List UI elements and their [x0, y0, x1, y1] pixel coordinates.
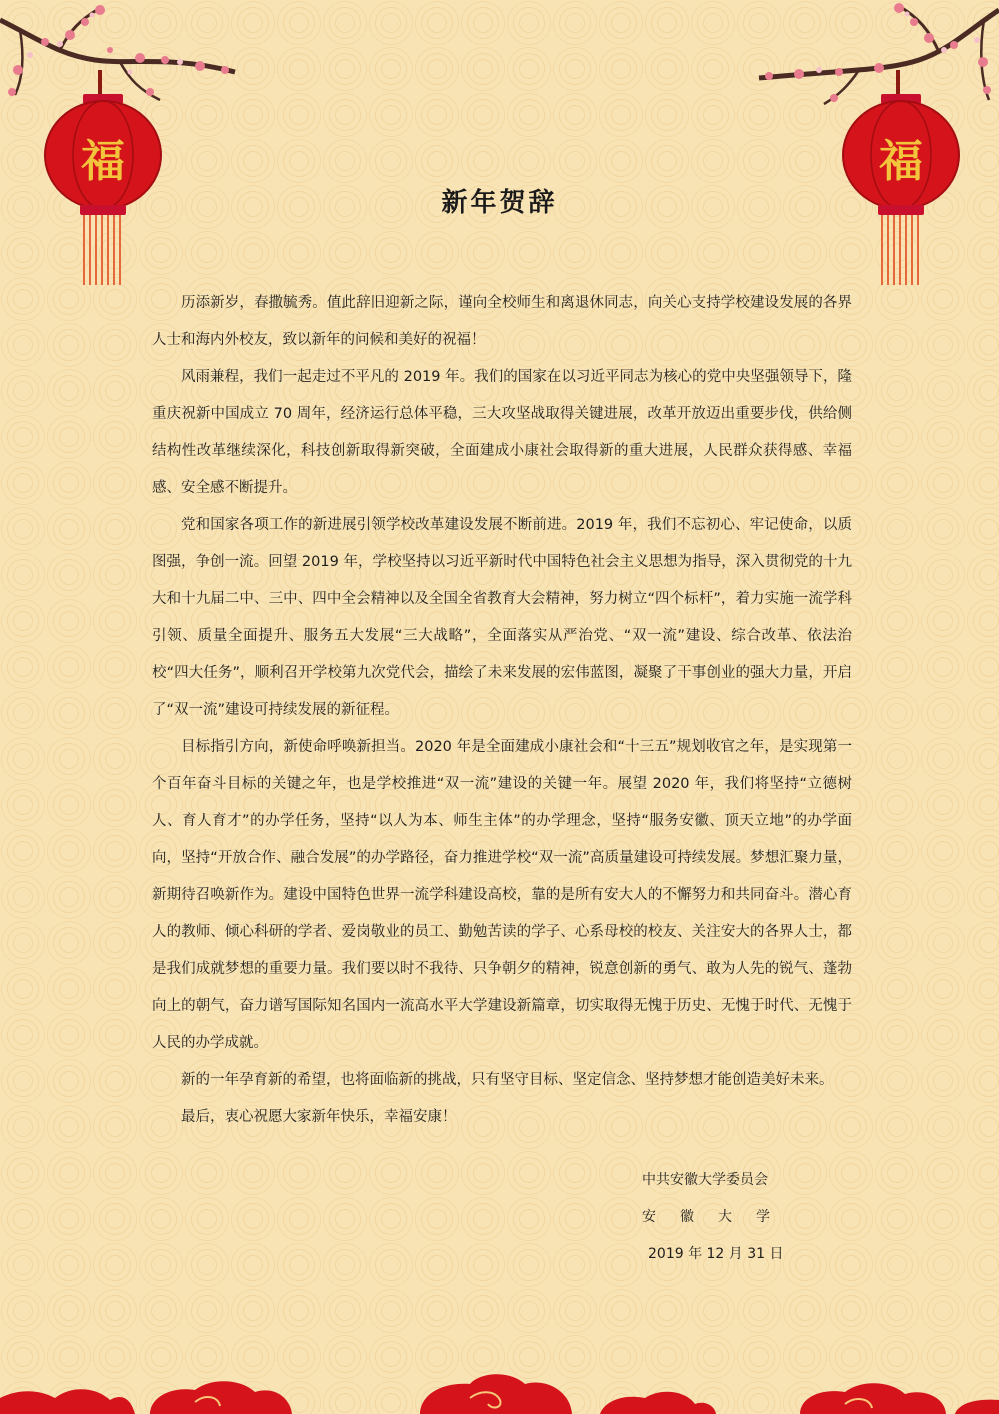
paragraph: 风雨兼程，我们一起走过不平凡的 2019 年。我们的国家在以习近平同志为核心的党中央坚强领导下，隆重庆祝新中国成立 70 周年，经济运行总体平稳，三大攻坚战取得关键进展，改革开放迈出重要步伐，供给侧结构性改革继续深化，科技创新取得新突破，全面建成小康社会取得新的重大进展，人民群众获得感、幸福感、安全感不断提升。: [152, 369, 852, 496]
paragraph: 最后，衷心祝愿大家新年快乐，幸福安康！: [181, 1109, 457, 1125]
lantern-fu-character: 福: [879, 136, 923, 187]
paragraph: 新的一年孕育新的希望，也将面临新的挑战，只有坚守目标、坚定信念、坚持梦想才能创造美好未来。: [181, 1072, 834, 1088]
paragraph: 党和国家各项工作的新进展引领学校改革建设发展不断前进。2019 年，我们不忘初心、牢记使命，以质图强，争创一流。回望 2019 年，学校坚持以习近平新时代中国特色社会主义思想为指导，深入贯彻党的十九大和十九届二中、三中、四中全会精神以及全国全省教育大会精神，努力树立“四个标杆”，着力实施一流学科引领、质量全面提升、服务五大发展“三大战略”，全面落实从严治党、“双一流”建设、综合改革、依法治校“四大任务”，顺利召开学校第九次党代会，描绘了未来发展的宏伟蓝图，凝聚了干事创业的强大力量，开启了“双一流”建设可持续发展的新征程。: [152, 517, 852, 718]
signature-block: [642, 1162, 802, 1273]
auspicious-cloud-border-icon: [0, 1368, 999, 1414]
signature-org: 中共安徽大学委员会: [642, 1172, 768, 1188]
letter-body: [152, 285, 852, 1136]
signature-date: 2019 年 12 月 31 日: [648, 1246, 784, 1262]
paragraph: 历添新岁，春撒毓秀。值此辞旧迎新之际，谨向全校师生和离退休同志，向关心支持学校建设发展的各界人士和海内外校友，致以新年的问候和美好的祝福！: [152, 295, 852, 348]
paragraph: 目标指引方向，新使命呼唤新担当。2020 年是全面建成小康社会和“十三五”规划收官之年，是实现第一个百年奋斗目标的关键之年，也是学校推进“双一流”建设的关键一年。展望 2020 年，我们将坚持“立德树人、育人育才”的办学任务，坚持“以人为本、师生主体”的办学理念，坚持“服务安徽、顶天立地”的办学面向，坚持“开放合作、融合发展”的办学路径，奋力推进学校“双一流”高质量建设可持续发展。梦想汇聚力量，新期待召唤新作为。建设中国特色世界一流学科建设高校，靠的是所有安大人的不懈努力和共同奋斗。潜心育人的教师、倾心科研的学者、爱岗敬业的员工、勤勉苦读的学子、心系母校的校友、关注安大的各界人士，都是我们成就梦想的重要力量。我们要以时不我待、只争朝夕的精神，锐意创新的勇气、敢为人先的锐气、蓬勃向上的朝气，奋力谱写国际知名国内一流高水平大学建设新篇章，切实取得无愧于历史、无愧于时代、无愧于人民的办学成就。: [152, 739, 852, 1051]
lantern-fu-character: 福: [81, 136, 125, 187]
page-title: 新年贺辞: [441, 188, 558, 218]
signature-university: 安徽大学: [642, 1209, 794, 1225]
